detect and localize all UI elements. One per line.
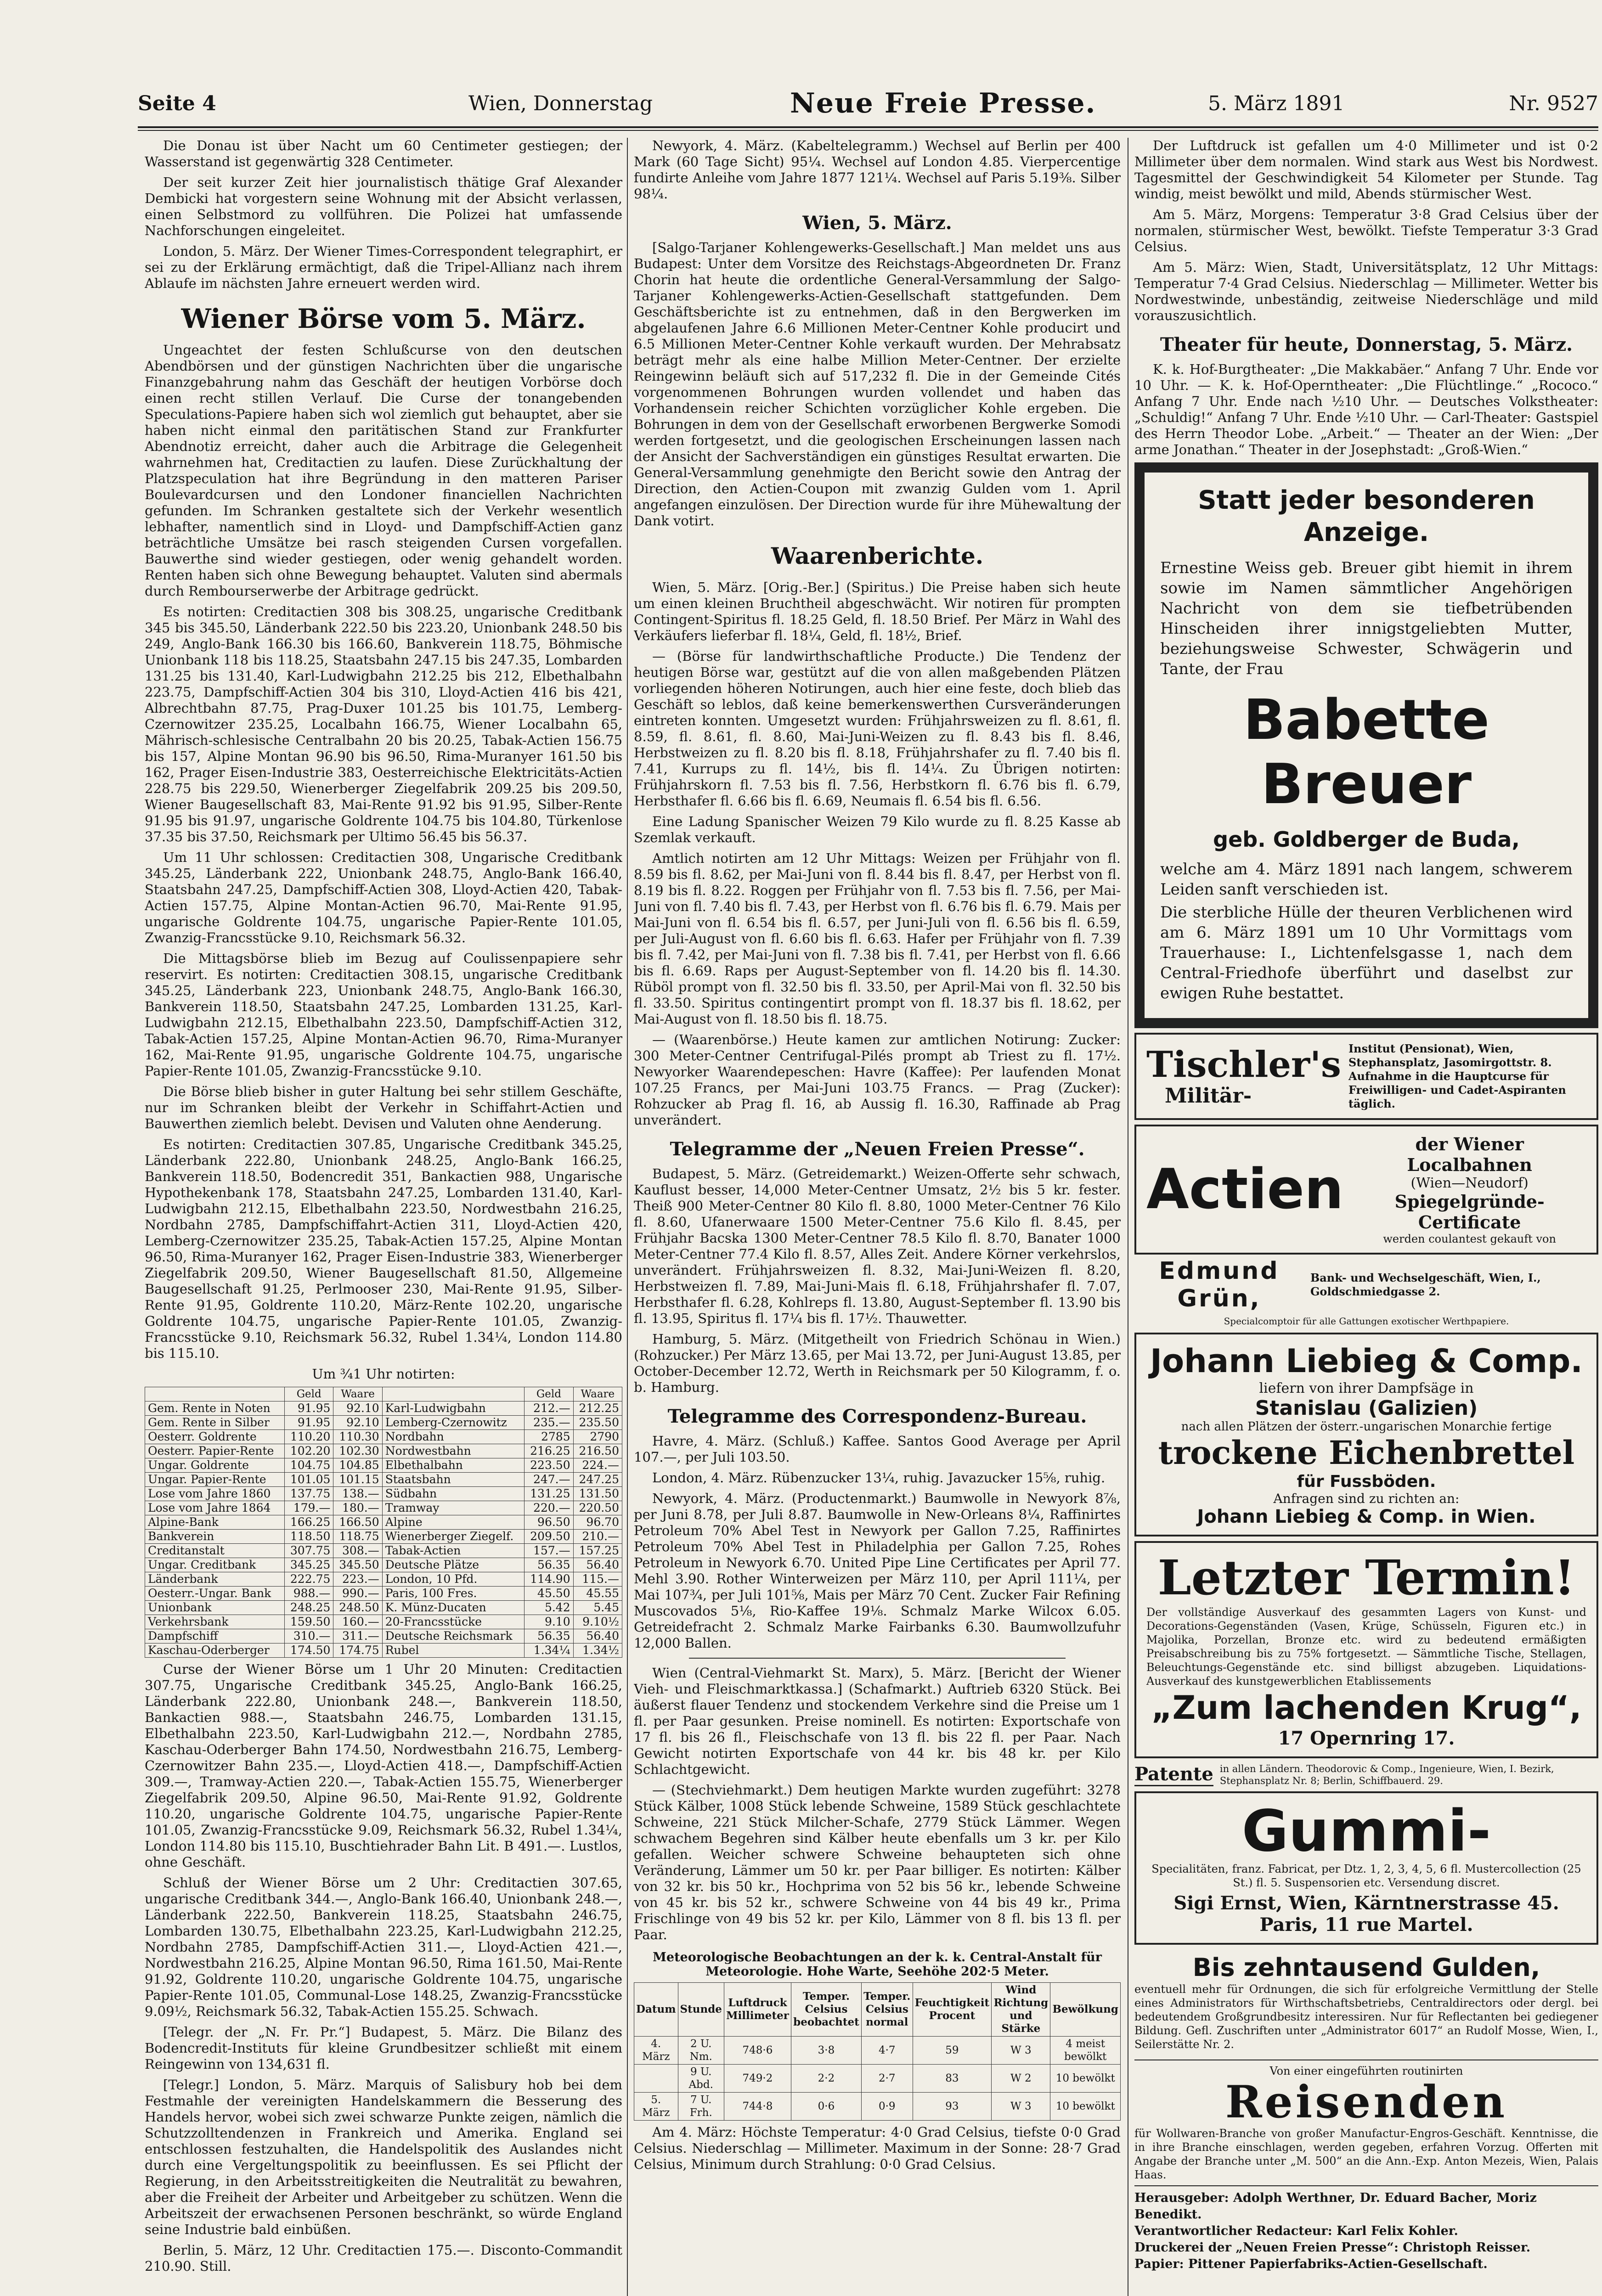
meteo-cell: 748·6 bbox=[724, 2037, 791, 2065]
meteo-cell: 9 U. Abd. bbox=[678, 2065, 724, 2093]
actien-ad bbox=[1134, 1125, 1598, 1255]
quotes-row bbox=[145, 1558, 622, 1572]
death-notice-funeral: Die sterbliche Hülle der theuren Verblichenen wird am 6. März 1891 um 10 Uhr Vormittags vom Trauerhause: I., Lichtenfelsgasse 1, nach dem Central-Friedhofe überführt und daselbst zur ewigen Ruhe bestattet. bbox=[1160, 903, 1573, 1002]
quotes-cell: 988.— bbox=[285, 1587, 333, 1601]
theater-listing: K. k. Hof-Burgtheater: „Die Makkabäer.“ Anfang 7 Uhr. Ende vor 10 Uhr. — K. k. Hof-Operntheater: „Die Flüchtlinge.“ „Rococo.“ Anfang 7 Uhr. Ende nach ½10 Uhr. — Deutsches Volkstheater: „Schuldig!“ Anfang 7 Uhr. Ende ½10 Uhr. — Carl-Theater: Gastspiel des Herrn Theodor Lobe. „Arbeit.“ — Theater an der Wien: „Der arme Jonathan.“ Theater in der Josephstadt: „Groß-Wien.“ bbox=[1134, 361, 1598, 457]
quotes-cell: Gem. Rente in Silber bbox=[145, 1416, 285, 1430]
quotes-cell: 96.50 bbox=[525, 1515, 573, 1530]
quotes-cell: Deutsche Plätze bbox=[382, 1558, 525, 1572]
quotes-row bbox=[145, 1629, 622, 1643]
quotes-cell: Lose vom Jahre 1864 bbox=[145, 1501, 285, 1515]
deceased-nee: geb. Goldberger de Buda, bbox=[1213, 827, 1520, 852]
quotes-header: Geld bbox=[285, 1387, 333, 1401]
deceased-name: Babette Breuer bbox=[1243, 688, 1489, 816]
quotes-cell: Creditanstalt bbox=[145, 1544, 285, 1558]
reisenden-ad bbox=[1134, 2064, 1598, 2182]
quotes-cell: Staatsbahn bbox=[382, 1473, 525, 1487]
quotes-cell: Bankverein bbox=[145, 1530, 285, 1544]
meteo-cell: W 2 bbox=[992, 2065, 1050, 2093]
reisenden-pre: Von einer eingeführten routinirten bbox=[1269, 2065, 1463, 2077]
quotes-cell: 310.— bbox=[285, 1629, 333, 1643]
quotes-cell: Lemberg-Czernowitz bbox=[382, 1416, 525, 1430]
column-2 bbox=[634, 138, 1121, 2296]
telegram: Hamburg, 5. März. (Mitgetheilt von Friedrich Schönau in Wien.) (Rohzucker.) Per März 13.65, per Mai 13.72, per Juni-August 13.85, per October-December 12.72, Werth in Reichsmark per 50 Kilogramm, f. o. b. Hamburg. bbox=[634, 1331, 1121, 1395]
quotes-cell: London, 10 Pfd. bbox=[382, 1572, 525, 1587]
quotes-cell: 5.45 bbox=[573, 1601, 622, 1615]
termin-address: 17 Opernring 17. bbox=[1278, 1728, 1455, 1749]
quotes-cell: Dampfschiff bbox=[145, 1629, 285, 1643]
meteo-cell: W 3 bbox=[992, 2093, 1050, 2121]
quotes-cell: 174.75 bbox=[333, 1643, 382, 1658]
weather-text: Am 5. März: Wien, Stadt, Universitätsplatz, 12 Uhr Mittags: Temperatur 7·4 Grad Celsius. Niederschlag — Millimeter. Wetter bis Nordwestwinde, unbeständig, zeitweise Niederschläge und mild vorauszusichtlich. bbox=[1134, 259, 1598, 323]
actien-footer: Specialcomptoir für alle Gattungen exotischer Werthpapiere. bbox=[1224, 1316, 1509, 1327]
imprint-line: Herausgeber: Adolph Werthner, Dr. Eduard Bacher, Moriz Benedikt. bbox=[1134, 2191, 1537, 2222]
meteo-header: Temper. Celsius beobachtet bbox=[791, 1983, 861, 2037]
boerse-paragraph: Schluß der Wiener Börse um 2 Uhr: Creditactien 307.65, ungarische Creditbank 344.—, Anglo-Bank 166.40, Unionbank 248.—, Länderbank 222.50, Bankverein 118.25, Staatsbahn 246.75, Lombarden 130.75, Elbethalbahn 223.25, Karl-Ludwigbahn 212.25, Nordbahn 2785, Dampfschiff-Actien 311.—, Lloyd-Actien 421.—, Nordwestbahn 216.25, Alpine Montan 96.50, Rima 161.50, Mai-Rente 91.92, Goldrente 110.20, ungarische Goldrente 104.75, ungarische Papier-Rente 101.05, Communal-Lose 148.25, Zwanzig-Francsstücke 9.09½, Reichsmark 56.32, Tabak-Actien 155.25. Schwach. bbox=[145, 1875, 622, 2019]
meteo-row bbox=[634, 2093, 1121, 2121]
quotes-cell: 45.55 bbox=[573, 1587, 622, 1601]
liebieg-line: Anfragen sind zu richten an: bbox=[1273, 1491, 1460, 1506]
quotes-cell: Paris, 100 Fres. bbox=[382, 1587, 525, 1601]
imprint-line: Verantwortlicher Redacteur: Karl Felix Kohler. bbox=[1134, 2224, 1458, 2238]
meteo-header: Temper. Celsius normal bbox=[861, 1983, 913, 2037]
quotes-cell: Nordbahn bbox=[382, 1430, 525, 1444]
news-item: Newyork, 4. März. (Kabeltelegramm.) Wechsel auf Berlin per 400 Mark (60 Tage Sicht) 95¼. Wechsel auf London 4.85. Vierpercentige fundirte Anleihe vom Jahre 1877 121¼. Wechsel auf Paris 5.19⅜. Silber 98¼. bbox=[634, 138, 1121, 202]
quotes-cell: 308.— bbox=[333, 1544, 382, 1558]
meteo-row bbox=[634, 2037, 1121, 2065]
quotes-row bbox=[145, 1601, 622, 1615]
news-item: Der seit kurzer Zeit hier journalistisch thätige Graf Alexander Dembicki hat vorgestern seine Wohnung mit der Absicht verlassen, einen Selbstmord zu vollführen. Die Polizei hat umfassende Nachforschungen eingeleitet. bbox=[145, 174, 622, 238]
page-number: Seite 4 bbox=[138, 92, 216, 115]
meteo-cell: 7 U. Frh. bbox=[678, 2093, 724, 2121]
quotes-row bbox=[145, 1530, 622, 1544]
quotes-cell: 9.10½ bbox=[573, 1615, 622, 1629]
quotes-cell: 223.50 bbox=[525, 1458, 573, 1473]
market-paragraph: — (Börse für landwirthschaftliche Producte.) Die Tendenz der heutigen Börse war, gestützt auf die von allen maßgebenden Plätzen vorliegenden höheren Notirungen, auch hier eine feste, doch blieb das Geschäft so leblos, daß keine bemerkenswerthen Cursveränderungen eintreten konnten. Umgesetzt wurden: Frühjahrsweizen zu fl. 8.61, fl. 8.59, fl. 8.61, fl. 8.60, Mai-Juni-Weizen zu fl. 8.43 bis fl. 8.46, Herbstweizen zu fl. 8.20 bis fl. 8.18, Frühjahrshafer zu fl. 7.40 bis fl. 7.41, Kurrups zu fl. 14½, bis fl. 14¼. Zu Übrigen notirten: Frühjahrskorn fl. 7.53 bis fl. 7.56, Herbstkorn fl. 6.76 bis fl. 6.79, Herbsthafer fl. 6.66 bis fl. 6.69, Neumais fl. 6.54 bis fl. 6.56. bbox=[634, 648, 1121, 809]
quotes-cell: 101.05 bbox=[285, 1473, 333, 1487]
boerse-paragraph: Die Börse blieb bisher in guter Haltung bei sehr stillem Geschäfte, nur im Schranken bleibt der Verkehr in Schiffahrt-Actien und Bauwerthen ziemlich belebt. Devisen und Valuten ohne Aenderung. bbox=[145, 1084, 622, 1131]
quotes-cell: 224.— bbox=[573, 1458, 622, 1473]
section-title-corr-telegrams: Telegramme des Correspondenz-Bureau. bbox=[667, 1406, 1087, 1427]
quotes-cell: 102.20 bbox=[285, 1444, 333, 1458]
quotes-cell: 166.25 bbox=[285, 1515, 333, 1530]
quotes-cell: 118.75 bbox=[333, 1530, 382, 1544]
quotes-cell: 235.50 bbox=[573, 1416, 622, 1430]
quotes-cell: 114.90 bbox=[525, 1572, 573, 1587]
meteo-cell: 744·8 bbox=[724, 2093, 791, 2121]
quotes-cell: Tramway bbox=[382, 1501, 525, 1515]
quotes-cell: 222.75 bbox=[285, 1572, 333, 1587]
quotes-row bbox=[145, 1487, 622, 1501]
issue-date: 5. März 1891 bbox=[1208, 92, 1345, 115]
quotes-cell: 179.— bbox=[285, 1501, 333, 1515]
actien-firm-row bbox=[1134, 1257, 1598, 1312]
quotes-cell: Länderbank bbox=[145, 1572, 285, 1587]
boerse-paragraph: Es notirten: Creditactien 308 bis 308.25, ungarische Creditbank 345 bis 345.50, Länderbank 222.50 bis 223.20, Unionbank 248.50 bis 249, Anglo-Bank 166.30 bis 166.60, Bankverein 118.75, Böhmische Unionbank 118 bis 118.25, Staatsbahn 247.15 bis 247.35, Lombarden 131.25 bis 131.40, Karl-Ludwigbahn 212.25 bis 212, Elbethalbahn 223.75, Dampfschiff-Actien 304 bis 310, Lloyd-Actien 416 bis 421, Albrechtbahn 87.75, Prag-Duxer 101.25 bis 101.75, Lemberg-Czernowitzer 235.25, Localbahn 166.75, Wiener Localbahn 65, Mährisch-schlesische Centralbahn 20 bis 20.25, Tabak-Actien 156.75 bis 157, Alpine Montan 96.90 bis 96.50, Rima-Muranyer 161.50 bis 162, Prager Eisen-Industrie 383, Oesterreichische Elektricitäts-Actien 228.75 bis 229.50, Wienerberger Ziegelfabrik 209.25 bis 209.50, Wiener Baugesellschaft 83, Mai-Rente 91.92 bis 91.95, Silber-Rente 91.95 bis 91.97, ungarische Goldrente 104.75 bis 104.80, Türkenlose 37.35 bis 37.50, Reichsmark per Ultimo 56.45 bis 56.37. bbox=[145, 604, 622, 844]
actien-line2: (Wien—Neudorf) bbox=[1410, 1175, 1529, 1191]
meteo-cell: 4. März bbox=[634, 2037, 678, 2065]
quotes-cell: 157.— bbox=[525, 1544, 573, 1558]
death-notice-body: welche am 4. März 1891 nach langem, schwerem Leiden sanft verschieden ist. bbox=[1160, 860, 1573, 899]
quotes-cell: 174.50 bbox=[285, 1643, 333, 1658]
meteo-cell: 2·7 bbox=[861, 2065, 913, 2093]
quotes-cell: Tabak-Actien bbox=[382, 1544, 525, 1558]
meteo-header: Datum bbox=[634, 1983, 678, 2037]
quotes-row bbox=[145, 1587, 622, 1601]
quotes-row bbox=[145, 1643, 622, 1658]
death-notice-top: Statt jeder besonderen Anzeige. bbox=[1198, 485, 1535, 547]
gummi-firm: Sigi Ernst, Wien, Kärntnerstrasse 45. Paris, 11 rue Martel. bbox=[1173, 1892, 1559, 1936]
news-item: Die Donau ist über Nacht um 60 Centimeter gestiegen; der Wasserstand ist gegenwärtig 328 Centimeter. bbox=[145, 138, 622, 169]
boerse-paragraph: Ungeachtet der festen Schlußcurse von den deutschen Abendbörsen und der günstigen Nachrichten über die ungarische Finanzgebahrung nahm das Geschäft der heutigen Vorbörse doch einen recht stillen Verlauf. Die Curse der tonangebenden Speculations-Papiere haben sich wol ziemlich gut behauptet, aber sie haben nicht einmal den paritätischen Stand zur Frankfurter Abendnotiz erreicht, daher auch die Arbitrage die Gelegenheit wahrnehmen hat, Creditactien zu laufen. Diese Zurückhaltung der Platzspeculation hat ihre Begründung in den matteren Pariser Boulevardcursen und den Londoner financiellen Nachrichten gefunden. Im Schranken gestaltete sich der Verkehr wesentlich lebhafter, namentlich sind in Lloyd- und Dampfschiff-Actien ganz beträchtliche Umsätze bei rasch steigenden Cursen vorgefallen. Bauwerthe sind wieder gestiegen, oder wenig gehandelt worden. Renten haben sich ohne Bewegung behauptet. Valuten sind abermals durch Rembourserwerbe der Arbitrage gedrückt. bbox=[145, 342, 622, 599]
header-rule bbox=[138, 126, 1598, 128]
quotes-cell: 160.— bbox=[333, 1615, 382, 1629]
meteo-header: Wind Richtung und Stärke bbox=[992, 1983, 1050, 2037]
quotes-cell: 131.50 bbox=[573, 1487, 622, 1501]
actien-big: Actien bbox=[1146, 1157, 1344, 1221]
boerse-paragraph: [Telegr.] London, 5. März. Marquis of Salisbury hob bei dem Festmahle der vereinigten Handelskammern die Besserung des Handels hervor, wobei sich zwei schwarze Punkte zeigen, nämlich die Schutzzolltendenzen in Frankreich und Amerika. England sei entschlossen festzuhalten, die Handelspolitik des Auslandes nicht durch eine Vergeltungspolitik zu beeinflussen. Es sei Pflicht der Regierung, in den Arbeitsstreitigkeiten die Neutralität zu bewahren, aber die Freiheit der Arbeiter und Arbeitgeber zu schützen. Wenn die Arbeitszeit der erwachsenen Personen beschränkt, so würde England seine Industrie bald einbüßen. bbox=[145, 2077, 622, 2237]
quotes-cell: 91.95 bbox=[285, 1401, 333, 1416]
boerse-paragraph: Die Mittagsbörse blieb im Bezug auf Coulissenpapiere sehr reservirt. Es notirten: Creditactien 308.15, ungarische Creditbank 345.25, Länderbank 223, Unionbank 248.75, Anglo-Bank 166.30, Bankverein 118.50, Staatsbahn 247.25, Lombarden 131.25, Karl-Ludwigbahn 212.15, Elbethalbahn 223.50, Dampfschiff-Actien 312, Tabak-Actien 157.25, Alpine Montan-Actien 96.70, Rima-Muranyer 162, Mai-Rente 91.95, ungarische Goldrente 104.75, ungarische Papier-Rente 101.05, Zwanzig-Francsstücke 9.10. bbox=[145, 951, 622, 1079]
quotes-cell: 248.25 bbox=[285, 1601, 333, 1615]
gulden-text: eventuell mehr für Ordnungen, die sich für erfolgreiche Vermittlung der Stelle eines Administrators für Wirthschaftsbetriebs, Centraldirectors oder dergl. bei bedeutendem Großgrundbesitz interessiren. Nur für Reflectanten bei gediegener Bildung. Gefl. Zuschriften unter „Administrator 6017“ an Rudolf Mosse, Wien, I., Seilerstätte Nr. 2. bbox=[1134, 1983, 1598, 2051]
quotes-cell: 212.25 bbox=[573, 1401, 622, 1416]
quotes-cell: 2790 bbox=[573, 1430, 622, 1444]
quotes-cell: 1.34¼ bbox=[525, 1643, 573, 1658]
liebieg-line: trockene Eichenbrettel bbox=[1158, 1434, 1575, 1472]
quotes-cell: Alpine bbox=[382, 1515, 525, 1530]
city-day: Wien, Donnerstag bbox=[468, 92, 653, 115]
quotes-cell: Kaschau-Oderberger bbox=[145, 1643, 285, 1658]
quotes-cell: Südbahn bbox=[382, 1487, 525, 1501]
meteo-cell: 93 bbox=[913, 2093, 992, 2121]
quotes-header bbox=[382, 1387, 525, 1401]
weather-text: Am 5. März, Morgens: Temperatur 3·8 Grad Celsius über der normalen, stürmischer West, bewölkt. Tiefste Temperatur 3·3 Grad Celsius. bbox=[1134, 207, 1598, 254]
death-notice bbox=[1134, 462, 1598, 1028]
quotes-row bbox=[145, 1544, 622, 1558]
meteo-cell: 4 meist bewölkt bbox=[1050, 2037, 1121, 2065]
market-paragraph: Eine Ladung Spanischer Weizen 79 Kilo wurde zu fl. 8.25 Kasse ab Szemlak verkauft. bbox=[634, 814, 1121, 845]
quotes-header: Geld bbox=[525, 1387, 573, 1401]
meteo-cell bbox=[634, 2065, 678, 2093]
quotes-cell: 345.50 bbox=[333, 1558, 382, 1572]
meteo-cell: 83 bbox=[913, 2065, 992, 2093]
quotes-cell: 235.— bbox=[525, 1416, 573, 1430]
boerse-paragraph: Curse der Wiener Börse um 1 Uhr 20 Minuten: Creditactien 307.75, Ungarische Creditbank 345.25, Anglo-Bank 166.25, Länderbank 222.80, Unionbank 248.—, Bankverein 118.50, Bankactien 988.—, Staatsbahn 246.75, Lombarden 131.15, Elbethalbahn 223.50, Karl-Ludwigbahn 212.—, Nordbahn 2785, Kaschau-Oderberger Bahn 174.50, Nordwestbahn 216.75, Lemberg-Czernowitzer Bahn 235.—, Lloyd-Actien 418.—, Dampfschiff-Actien 309.—, Tramway-Actien 220.—, Tabak-Actien 155.75, Wienerberger Ziegelfabrik 209.50, Alpine 96.50, Mai-Rente 91.92, Goldrente 110.20, ungarische Goldrente 104.75, ungarische Papier-Rente 101.05, Zwanzig-Francsstücke 9.09, Reichsmark 56.32, Rubel 1.34¼, London 114.80 bis 115.10, Buschtiehrader Bahn Lit. B 491.—. Lustlos, ohne Geschäft. bbox=[145, 1661, 622, 1870]
quotes-row bbox=[145, 1473, 622, 1487]
quotes-cell: K. Münz-Ducaten bbox=[382, 1601, 525, 1615]
quotes-cell: Wienerberger Ziegelf. bbox=[382, 1530, 525, 1544]
quotes-cell: 101.15 bbox=[333, 1473, 382, 1487]
market-paragraph: — (Waarenbörse.) Heute kamen zur amtlichen Notirung: Zucker: 300 Meter-Centner Centrifugal-Pilés prompt ab Triest zu fl. 17½. Newyorker Waarendepeschen: Havre (Kaffee): Per laufenden Monat 107.25 Francs, per Mai-Juni 103.75 Francs. — Prag (Zucker): Rohzucker ab Prag fl. 16, ab Aussig fl. 16.30, Raffinade ab Prag unverändert. bbox=[634, 1032, 1121, 1128]
quotes-cell: 56.35 bbox=[525, 1558, 573, 1572]
meteo-cell: 10 bewölkt bbox=[1050, 2065, 1121, 2093]
imprint-line: Papier: Pittener Papierfabriks-Actien-Gesellschaft. bbox=[1134, 2257, 1488, 2271]
news-item: London, 5. März. Der Wiener Times-Correspondent telegraphirt, er sei zu der Erklärung ermächtigt, daß die Tripel-Allianz nach ihrem Ablaufe im nächsten Jahre erneuert werden wird. bbox=[145, 243, 622, 291]
quotes-cell: 247.25 bbox=[573, 1473, 622, 1487]
quotes-cell: 9.10 bbox=[525, 1615, 573, 1629]
separator bbox=[689, 1658, 1066, 1659]
meteo-row bbox=[634, 2065, 1121, 2093]
quotes-cell: 212.— bbox=[525, 1401, 573, 1416]
section-title-wien: Wien, 5. März. bbox=[802, 212, 952, 234]
quotes-cell: 247.— bbox=[525, 1473, 573, 1487]
patente-text: in allen Ländern. Theodorovic & Comp., Ingenieure, Wien, I. Bezirk, Stephansplatz Nr. 8; Berlin, Schiffbauerd. 29. bbox=[1219, 1763, 1554, 1786]
meteo-cell: 0·9 bbox=[861, 2093, 913, 2121]
market-paragraph: Amtlich notirten am 12 Uhr Mittags: Weizen per Frühjahr von fl. 8.59 bis fl. 8.62, per Mai-Juni von fl. 8.44 bis fl. 8.47, per Herbst von fl. 8.19 bis fl. 8.22. Roggen per Frühjahr von fl. 7.53 bis fl. 7.56, per Mai-Juni von fl. 7.40 bis fl. 7.43, per Herbst von fl. 6.76 bis fl. 6.79. Mais per Mai-Juni von fl. 6.54 bis fl. 6.57, per Juni-Juli von fl. 6.56 bis fl. 6.59, per Juli-August von fl. 6.60 bis fl. 6.63. Hafer per Frühjahr von fl. 7.39 bis fl. 7.42, per Mai-Juni von fl. 7.38 bis fl. 7.41, per Herbst von fl. 6.66 bis fl. 6.69. Raps per August-September von fl. 14.20 bis fl. 14.30. Rüböl prompt von fl. 32.50 bis fl. 33.50, per April-Mai von fl. 32.50 bis fl. 33.50. Spiritus contingentirt prompt von fl. 18.37 bis fl. 18.62, per Mai-August von fl. 18.50 bis fl. 18.75. bbox=[634, 850, 1121, 1027]
quotes-cell: 345.25 bbox=[285, 1558, 333, 1572]
quotes-cell: Gem. Rente in Noten bbox=[145, 1401, 285, 1416]
quotes-cell: 56.35 bbox=[525, 1629, 573, 1643]
quotes-cell: 56.40 bbox=[573, 1558, 622, 1572]
quotes-row bbox=[145, 1430, 622, 1444]
actien-line1: der Wiener Localbahnen bbox=[1407, 1134, 1532, 1175]
termin-ad bbox=[1134, 1541, 1598, 1758]
meteo-cell: 10 bewölkt bbox=[1050, 2093, 1121, 2121]
boerse-paragraph: Um ¾1 Uhr notirten: bbox=[312, 1366, 455, 1382]
masthead bbox=[138, 87, 1598, 124]
separator bbox=[1134, 2185, 1598, 2186]
quotes-row bbox=[145, 1615, 622, 1629]
quotes-cell: Unionbank bbox=[145, 1601, 285, 1615]
quotes-row bbox=[145, 1515, 622, 1530]
quotes-cell: Oesterr.-Ungar. Bank bbox=[145, 1587, 285, 1601]
termin-big: Letzter Termin! bbox=[1157, 1549, 1575, 1606]
quotes-cell: 216.25 bbox=[525, 1444, 573, 1458]
quotes-cell: Oesterr. Goldrente bbox=[145, 1430, 285, 1444]
quotes-cell: 209.50 bbox=[525, 1530, 573, 1544]
liebieg-line: für Fussböden. bbox=[1297, 1472, 1436, 1491]
quotes-cell: 159.50 bbox=[285, 1615, 333, 1629]
quotes-cell: 91.95 bbox=[285, 1416, 333, 1430]
meteo-header-row bbox=[634, 1983, 1121, 2037]
quotes-cell: 210.— bbox=[573, 1530, 622, 1544]
liebieg-ad bbox=[1134, 1333, 1598, 1536]
meteo-cell: 749·2 bbox=[724, 2065, 791, 2093]
quotes-cell: 115.— bbox=[573, 1572, 622, 1587]
market-paragraph: Wien, 5. März. [Orig.-Ber.] (Spiritus.) Die Preise haben sich heute um einen kleinen Bruchtheil abgeschwächt. Wir notiren für prompten Contingent-Spiritus fl. 18.25 Geld, fl. 18.50 Brief. Per März in Wahl des Verkäufers lieferbar fl. 18¼, Geld, fl. 18½, Brief. bbox=[634, 580, 1121, 643]
quotes-row bbox=[145, 1401, 622, 1416]
meteo-cell: 59 bbox=[913, 2037, 992, 2065]
gummi-big: Gummi- bbox=[1241, 1798, 1491, 1864]
quotes-cell: 20-Francsstücke bbox=[382, 1615, 525, 1629]
quotes-cell: 2785 bbox=[525, 1430, 573, 1444]
quotes-row bbox=[145, 1458, 622, 1473]
boerse-paragraph: Um 11 Uhr schlossen: Creditactien 308, Ungarische Creditbank 345.25, Länderbank 222, Unionbank 248.75, Anglo-Bank 166.40, Staatsbahn 247.25, Dampfschiff-Actien 308, Lloyd-Actien 420, Tabak-Actien 157.75, Alpine Montan-Actien 96.70, Mai-Rente 91.95, ungarische Goldrente 104.75, ungarische Papier-Rente 101.05, Zwanzig-Francsstücke 9.10, Reichsmark 56.32. bbox=[145, 850, 622, 945]
tischler-ad bbox=[1134, 1033, 1598, 1120]
quotes-cell: 92.10 bbox=[333, 1416, 382, 1430]
patente-ad bbox=[1134, 1763, 1598, 1787]
patente-label: Patente bbox=[1134, 1763, 1213, 1786]
quotes-cell: 104.85 bbox=[333, 1458, 382, 1473]
quotes-cell: 5.42 bbox=[525, 1601, 573, 1615]
quotes-cell: Ungar. Goldrente bbox=[145, 1458, 285, 1473]
quotes-cell: 166.50 bbox=[333, 1515, 382, 1530]
section-title-nfp-telegrams: Telegramme der „Neuen Freien Presse“. bbox=[670, 1138, 1085, 1160]
liebieg-line: Stanislau (Galizien) bbox=[1255, 1396, 1478, 1420]
imprint bbox=[1134, 2190, 1598, 2273]
quotes-header-row bbox=[145, 1387, 622, 1401]
gulden-big: Bis zehntausend Gulden, bbox=[1192, 1953, 1540, 1982]
quotes-row bbox=[145, 1572, 622, 1587]
tischler-name: Tischler's bbox=[1146, 1044, 1341, 1086]
quotes-cell: 220.50 bbox=[573, 1501, 622, 1515]
telegram: Havre, 4. März. (Schluß.) Kaffee. Santos Good Average per April 107.—, per Juli 103.50. bbox=[634, 1433, 1121, 1465]
liebieg-line: nach allen Plätzen der österr.-ungarischen Monarchie fertige bbox=[1181, 1420, 1552, 1434]
quotes-cell: 137.75 bbox=[285, 1487, 333, 1501]
telegram: London, 4. März. Rübenzucker 13¼, ruhig. Javazucker 15⅝, ruhig. bbox=[652, 1470, 1106, 1486]
market-paragraph: — (Stechviehmarkt.) Dem heutigen Markte wurden zugeführt: 3278 Stück Kälber, 1008 Stück lebende Schweine, 1589 Stück geschlachtete Schweine, 221 Stück Milcher-Schafe, 2779 Stück Lämmer. Wegen schwachem Begehren sind Kälber heute ebenfalls um 3 kr. per Kilo gefallen. Weicher schwere Schweine behaupteten sich ohne Veränderung, Lämmer um 50 kr. per Paar billiger. Es notirten: Kälber von 32 kr. bis 50 kr., Hochprima von 52 bis 56 kr., lebende Schweine von 45 kr. bis 52 kr., schwere Schweine von 44 bis 49 kr., Prima Frischlinge von 49 bis 52 kr. per Kilo, Lämmer von 8 fl. bis 13 fl. per Paar. bbox=[634, 1782, 1121, 1942]
quotes-cell: Verkehrsbank bbox=[145, 1615, 285, 1629]
meteo-table bbox=[634, 1982, 1121, 2121]
quotes-cell: Deutsche Reichsmark bbox=[382, 1629, 525, 1643]
quotes-cell: 56.40 bbox=[573, 1629, 622, 1643]
meteo-cell: 2 U. Nm. bbox=[678, 2037, 724, 2065]
termin-shop: „Zum lachenden Krug“, bbox=[1151, 1689, 1582, 1727]
meteo-cell: 2·2 bbox=[791, 2065, 861, 2093]
actien-line4: werden coulantest gekauft von bbox=[1383, 1232, 1556, 1245]
issue-number: Nr. 9527 bbox=[1509, 92, 1598, 115]
meteo-cell: W 3 bbox=[992, 2037, 1050, 2065]
quotes-row bbox=[145, 1501, 622, 1515]
market-paragraph: Wien (Central-Viehmarkt St. Marx), 5. März. [Bericht der Wiener Vieh- und Fleischmarktkassa.] (Schafmarkt.) Auftrieb 6320 Stück. Bei äußerst flauer Tendenz und stockendem Verkehre sind die Preise um 1 fl. per Paar gesunken. Preise nominell. Es notirten: Exportschafe von 17 fl. bis 26 fl., Fleischschafe von 13 fl. bis 22 fl. per Paar. Nach Gewicht notirten Exportschafe von 44 kr. bis 48 kr. per Kilo Schlachtgewicht. bbox=[634, 1665, 1121, 1777]
quotes-cell: 248.50 bbox=[333, 1601, 382, 1615]
quotes-cell: 104.75 bbox=[285, 1458, 333, 1473]
quotes-cell: Ungar. Creditbank bbox=[145, 1558, 285, 1572]
imprint-line: Druckerei der „Neuen Freien Presse“: Christoph Reisser. bbox=[1134, 2240, 1531, 2255]
quotes-cell: Lose vom Jahre 1860 bbox=[145, 1487, 285, 1501]
gummi-ad bbox=[1134, 1791, 1598, 1945]
weather-text: Der Luftdruck ist gefallen um 4·0 Millimeter und ist 0·2 Millimeter über dem normalen. Wind stark aus West bis Nordwest. Tagesmittel der Geschwindigkeit 54 Kilometer per Stunde. Tag windig, meist bewölkt und mild, Abends stürmischer West. bbox=[1134, 138, 1598, 202]
quotes-cell: Alpine-Bank bbox=[145, 1515, 285, 1530]
quotes-cell: Rubel bbox=[382, 1643, 525, 1658]
meteo-cell: 5. März bbox=[634, 2093, 678, 2121]
quotes-cell: 180.— bbox=[333, 1501, 382, 1515]
meteo-header: Luftdruck Millimeter bbox=[724, 1983, 791, 2037]
section-title-theater: Theater für heute, Donnerstag, 5. März. bbox=[1160, 334, 1573, 355]
column-divider bbox=[627, 138, 628, 2296]
boerse-paragraph: [Telegr. der „N. Fr. Pr.“] Budapest, 5. März. Die Bilanz des Bodencredit-Instituts für kleine Grundbesitzer schließt mit einem Reingewinn von 134,631 fl. bbox=[145, 2024, 622, 2072]
liebieg-line: liefern von ihrer Dampfsäge in bbox=[1259, 1380, 1474, 1396]
quotes-cell: 138.— bbox=[333, 1487, 382, 1501]
quotes-cell: Ungar. Papier-Rente bbox=[145, 1473, 285, 1487]
news-item: [Salgo-Tarjaner Kohlengewerks-Gesellschaft.] Man meldet uns aus Budapest: Unter dem Vorsitze des Reichstags-Abgeordneten Dr. Franz Chorin hat heute die ordentliche General-Versammlung der Salgo-Tarjaner Kohlengewerks-Actien-Gesellschaft stattgefunden. Dem Geschäftsberichte ist zu entnehmen, daß in den Bergwerken im abgelaufenen Jahre 6.6 Millionen Meter-Centner Kohle producirt und 6.5 Millionen Meter-Centner Kohle verkauft wurden. Der Mehrabsatz beträgt mehr als eine halbe Million Meter-Centner. Der erzielte Reingewinn beläuft sich auf 517,232 fl. Die in der Gemeinde Cités vorgenommenen Bohrungen wurden vollendet und haben das Vorhandensein reicher Schichten vorzüglicher Kohle ergeben. Die Bohrungen in dem von der Gesellschaft erworbenen Bergwerke Somodi werden fortgesetzt, und die geologischen Erscheinungen lassen nach der Ansicht der Sachverständigen ein günstiges Resultat erwarten. Die General-Versammlung genehmigte den Bericht sowie den Antrag der Direction, den Actien-Coupon mit zwanzig Gulden vom 1. April angefangen einzulösen. Der Direction wurde für ihre Mühewaltung der Dank votirt. bbox=[634, 240, 1121, 529]
quotes-cell: Karl-Ludwigbahn bbox=[382, 1401, 525, 1416]
actien-address: Bank- und Wechselgeschäft, Wien, I., Goldschmiedgasse 2. bbox=[1310, 1271, 1541, 1298]
actien-line3: Spiegelgründe-Certificate bbox=[1394, 1191, 1545, 1232]
quotes-cell: 216.50 bbox=[573, 1444, 622, 1458]
quotes-cell: 45.50 bbox=[525, 1587, 573, 1601]
meteo-note: Am 4. März: Höchste Temperatur: 4·0 Grad Celsius, tiefste 0·0 Grad Celsius. Niederschlag — Millimeter. Maximum in der Sonne: 28·7 Grad Celsius, Minimum durch Strahlung: 0·0 Grad Celsius. bbox=[634, 2124, 1121, 2172]
quotes-cell: Elbethalbahn bbox=[382, 1458, 525, 1473]
death-notice-intro: Ernestine Weiss geb. Breuer gibt hiemit in ihrem sowie im Namen sämmtlicher Angehörigen Nachricht von dem sie tiefbetrübenden Hinscheiden ihrer innigstgeliebten Mutter, beziehungsweise Schwester, Schwägerin und Tante, der Frau bbox=[1160, 559, 1573, 678]
reisenden-big: Reisenden bbox=[1225, 2076, 1508, 2128]
quotes-cell: 157.25 bbox=[573, 1544, 622, 1558]
tischler-text: Institut (Pensionat), Wien, Stephansplatz, Jasomirgottstr. 8. Aufnahme in die Hauptcurse für Freiwilligen- und Cadet-Aspiranten täglich. bbox=[1348, 1042, 1566, 1110]
quotes-row bbox=[145, 1416, 622, 1430]
boerse-paragraph: Berlin, 5. März, 12 Uhr. Creditactien 175.—. Disconto-Commandit 210.90. Still. bbox=[145, 2242, 622, 2274]
termin-text: Der vollständige Ausverkauf des gesammten Lagers von Kunst- und Decorations-Gegenständen (Vasen, Krüge, Schüsseln, Figuren etc.) in Majolika, Porzellan, Bronze etc. wird zu bedeutend ermäßigten Preisabschreibung bis zu 75% fortgesetzt. — Sämmtliche Tische, Stellagen, Beleuchtungs-Gegenstände etc. sind billigst abzugeben. Liquidations-Ausverkauf des kunstgewerblichen Etablissements bbox=[1146, 1606, 1586, 1688]
meteo-title: Meteorologische Beobachtungen an der k. k. Central-Anstalt für Meteorologie. Hohe Warte, Seehöhe 202·5 Meter. bbox=[653, 1950, 1102, 1979]
quotes-row bbox=[145, 1444, 622, 1458]
quotes-cell: 311.— bbox=[333, 1629, 382, 1643]
column-1 bbox=[145, 138, 622, 2296]
meteo-header: Bewölkung bbox=[1050, 1983, 1121, 2037]
gummi-text: Specialitäten, franz. Fabricat, per Dtz. 1, 2, 3, 4, 5, 6 fl. Mustercollection (25 St.) fl. 5. Suspensorien etc. Versendung discret. bbox=[1151, 1863, 1581, 1889]
quotes-header: Waare bbox=[333, 1387, 382, 1401]
meteo-header: Feuchtigkeit Procent bbox=[913, 1983, 992, 2037]
quotes-header: Waare bbox=[573, 1387, 622, 1401]
meteo-cell: 3·8 bbox=[791, 2037, 861, 2065]
quotes-header bbox=[145, 1387, 285, 1401]
quotes-cell: 223.— bbox=[333, 1572, 382, 1587]
quotes-cell: 220.— bbox=[525, 1501, 573, 1515]
quotes-cell: 110.20 bbox=[285, 1430, 333, 1444]
reisenden-text: für Wollwaren-Branche von großer Manufactur-Engros-Geschäft. Kenntnisse, die in ihre Branche einschlagen, werden gegeben, erfahren Vorzug. Offerten mit Angabe der Branche unter „M. 500“ an die Ann.-Exp. Anton Mezeis, Wien, Palais Haas. bbox=[1134, 2127, 1598, 2181]
telegram: Newyork, 4. März. (Productenmarkt.) Baumwolle in Newyork 8⅞, per Juni 8.78, per Juli 8.87. Baumwolle in New-Orleans 8¼, Raffinirtes Petroleum 70% Abel Test in Newyork per Gallon 7.25, Raffinirtes Petroleum 70% Abel Test in Philadelphia per Gallon 7.25, Rohes Petroleum in Newyork 6.70. United Pipe Line Certificates per April 77. Mehl 3.90. Rother Winterweizen per März 110, per April 111¼, per Mai 107¾, per Juli 101⅝, Mais per März 70 Cent. Zucker Fair Refining Muscovados 5⅛, Rio-Kaffee 19⅛. Schmalz Marke Wilcox 6.05. Getreidefracht 2. Schmalz Marke Fairbanks 6.30. Baumwollzufuhr 12,000 Ballen. bbox=[634, 1491, 1121, 1651]
quotes-cell: Oesterr. Papier-Rente bbox=[145, 1444, 285, 1458]
quotes-cell: 118.50 bbox=[285, 1530, 333, 1544]
quotes-cell: 307.75 bbox=[285, 1544, 333, 1558]
boerse-paragraph: Es notirten: Creditactien 307.85, Ungarische Creditbank 345.25, Länderbank 222.80, Unionbank 248.25, Anglo-Bank 166.25, Bankverein 118.50, Bodencredit 351, Bankactien 988, Ungarische Hypothekenbank 178, Staatsbahn 247.25, Lombarden 131.40, Karl-Ludwigbahn 212.15, Elbethalbahn 223.50, Nordwestbahn 216.25, Nordbahn 2785, Dampfschiffahrt-Actien 311, Lloyd-Actien 420, Lemberg-Czernowitzer 235.25, Tabak-Actien 157.25, Alpine Montan 96.50, Rima-Muranyer 162, Prager Eisen-Industrie 383, Wienerberger Ziegelfabrik 209.50, Wiener Baugesellschaft 81.50, Allgemeine Baugesellschaft 91.25, Perlmooser 230, Mai-Rente 91.95, Silber-Rente 91.95, Goldrente 110.20, März-Rente 102.20, ungarische Goldrente 104.75, ungarische Papier-Rente 101.05, Zwanzig-Francsstücke 9.10, Reichsmark 56.32, Rubel 1.34¼, London 114.80 bis 115.10. bbox=[145, 1137, 622, 1361]
quotes-table bbox=[145, 1387, 622, 1658]
meteo-header: Stunde bbox=[678, 1983, 724, 2037]
quotes-cell: 110.30 bbox=[333, 1430, 382, 1444]
liebieg-name: Johann Liebieg & Comp. bbox=[1150, 1342, 1583, 1380]
newspaper-title: Neue Freie Presse. bbox=[790, 87, 1096, 119]
quotes-cell: 131.25 bbox=[525, 1487, 573, 1501]
section-title-boerse: Wiener Börse vom 5. März. bbox=[181, 303, 586, 334]
quotes-cell: 1.34½ bbox=[573, 1643, 622, 1658]
tischler-sub: Militär- bbox=[1165, 1084, 1252, 1108]
header-rule-thin bbox=[138, 130, 1598, 131]
actien-firm: Edmund Grün, bbox=[1159, 1257, 1280, 1312]
quotes-cell: 990.— bbox=[333, 1587, 382, 1601]
meteo-cell: 4·7 bbox=[861, 2037, 913, 2065]
meteo-cell: 0·6 bbox=[791, 2093, 861, 2121]
quotes-cell: 96.70 bbox=[573, 1515, 622, 1530]
gulden-ad bbox=[1134, 1949, 1598, 2055]
liebieg-line: Johann Liebieg & Comp. in Wien. bbox=[1197, 1506, 1536, 1527]
quotes-cell: 102.30 bbox=[333, 1444, 382, 1458]
section-title-waaren: Waarenberichte. bbox=[771, 542, 984, 569]
quotes-cell: Nordwestbahn bbox=[382, 1444, 525, 1458]
quotes-cell: 92.10 bbox=[333, 1401, 382, 1416]
telegram: Budapest, 5. März. (Getreidemarkt.) Weizen-Offerte sehr schwach, Kauflust besser, 14,000 Meter-Centner Umsatz, 2½ bis 5 kr. fester. Theiß 900 Meter-Centner 80 Kilo fl. 8.80, 1000 Meter-Centner 76 Kilo fl. 8.60, Ufanerwaare 1500 Meter-Centner 75.6 Kilo fl. 8.45, per Frühjahr Bacska 1300 Meter-Centner 78.5 Kilo fl. 8.70, Banater 1000 Meter-Centner 77.4 Kilo fl. 8.57, Alles Zeit. Andere Körner verkehrslos, unverändert. Frühjahrsweizen fl. 8.32, Mai-Juni-Weizen fl. 8.20, Herbstweizen fl. 7.89, Mai-Juni-Mais fl. 6.18, Frühjahrshafer fl. 7.07, Herbsthafer fl. 6.28, Kohlreps fl. 13.80, August-September fl. 13.90 bis fl. 13.95, Spiritus fl. 17¼ bis fl. 17½. Thauwetter. bbox=[634, 1166, 1121, 1326]
column-3 bbox=[1134, 138, 1598, 2296]
